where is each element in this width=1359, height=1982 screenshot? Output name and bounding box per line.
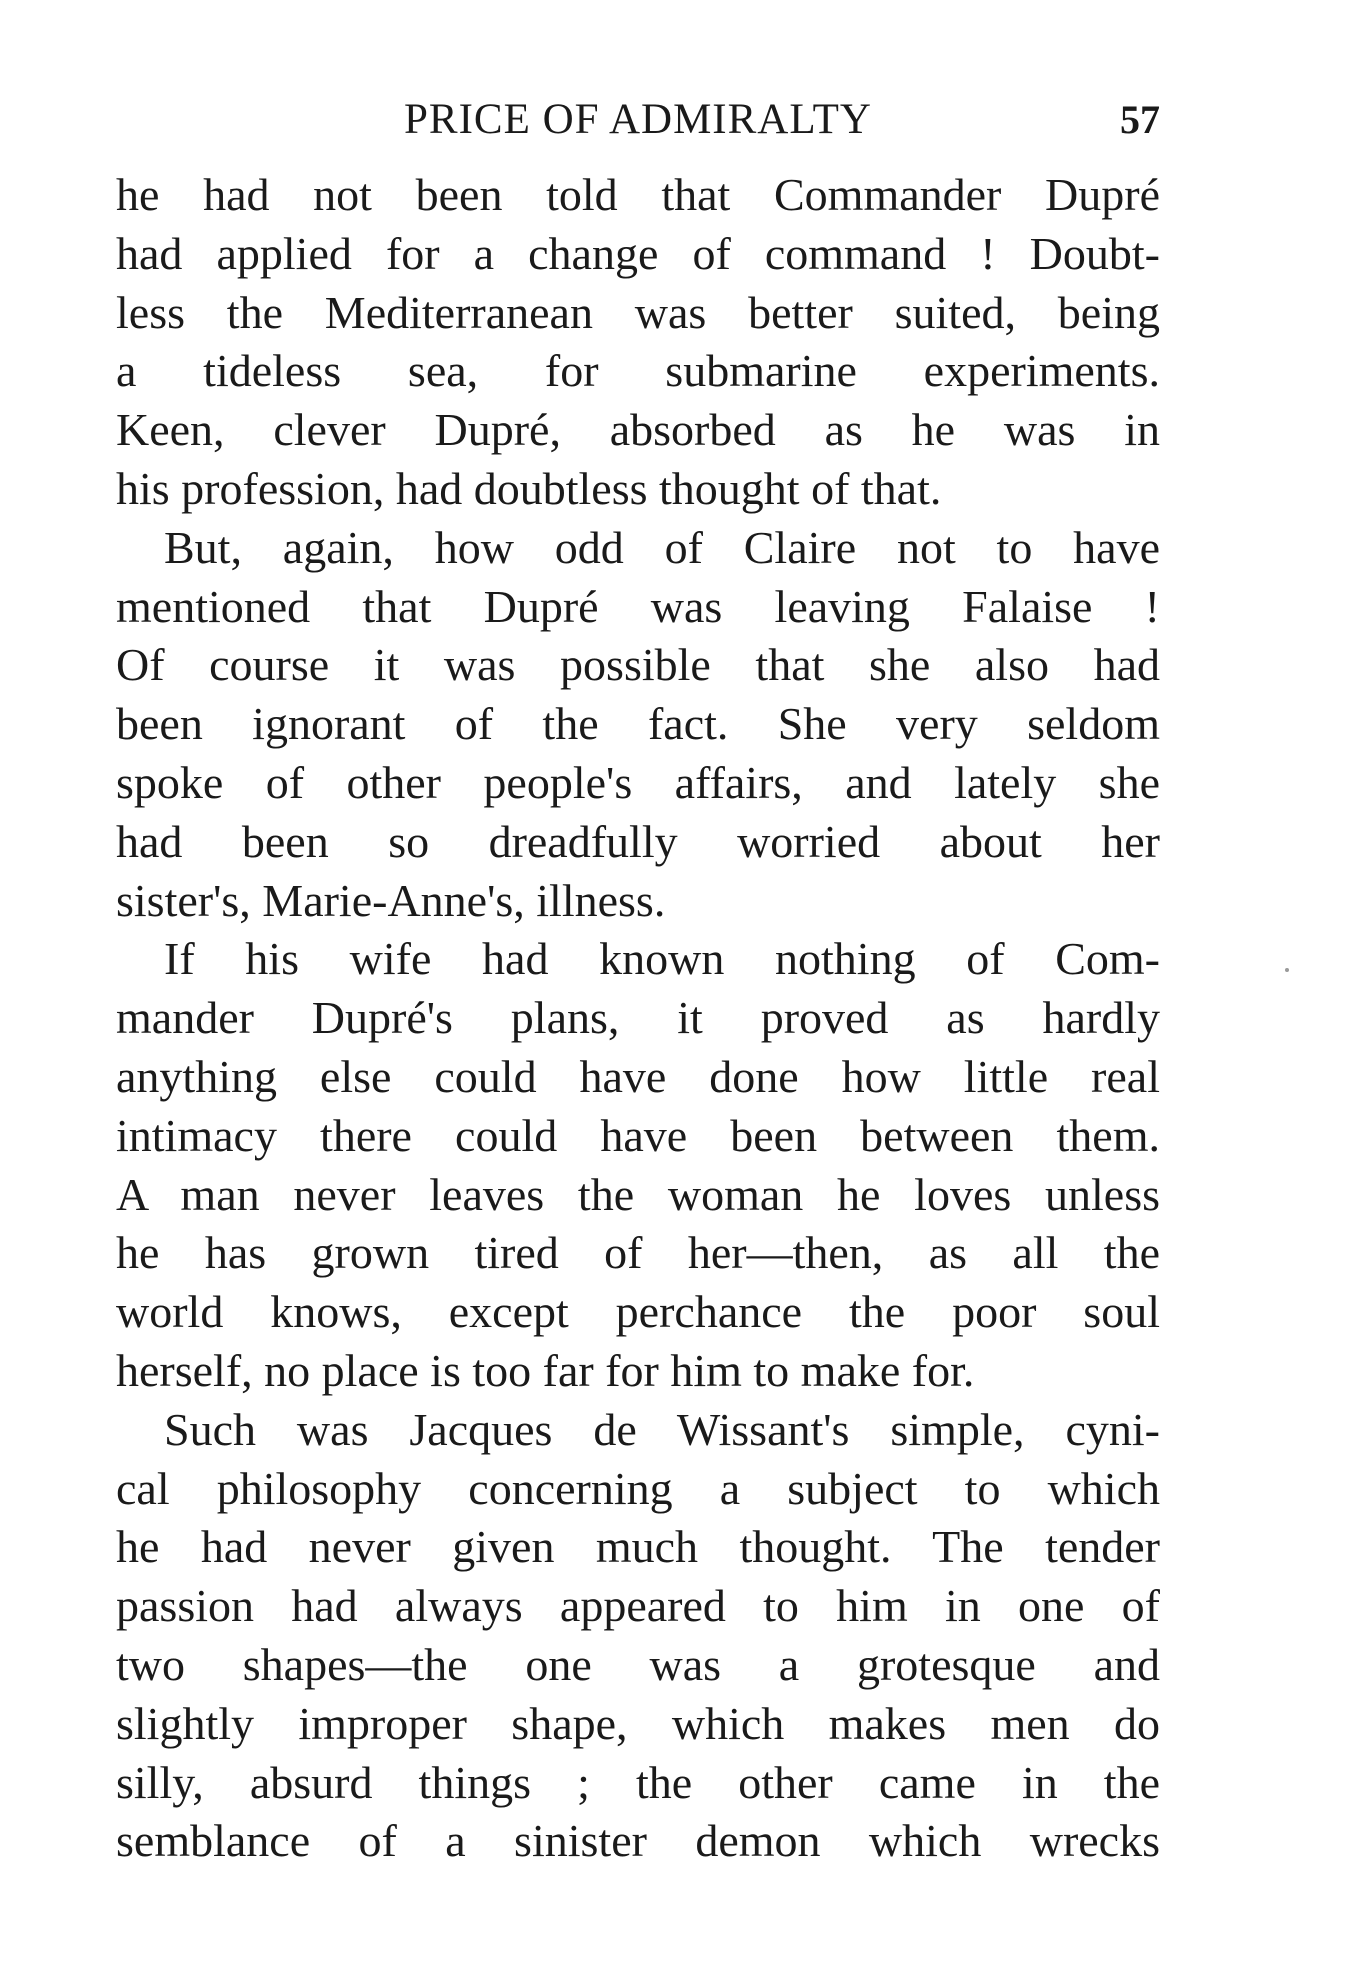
text-line: been ignorant of the fact. She very seldom [116, 698, 1160, 750]
text-line: Keen, clever Dupré, absorbed as he was in [116, 404, 1160, 456]
text-line: he had never given much thought. The tender [116, 1521, 1160, 1573]
running-title: PRICE OF ADMIRALTY [404, 96, 872, 143]
text-line: less the Mediterranean was better suited, being [116, 286, 1160, 338]
margin-speck [1285, 968, 1289, 972]
text-line: world knows, except perchance the poor soul [116, 1286, 1160, 1338]
page-number: 57 [1120, 97, 1160, 142]
text-line: silly, absurd things ; the other came in the [116, 1756, 1160, 1808]
text-line: he has grown tired of her—then, as all the [116, 1227, 1160, 1279]
paragraph-start-line: Such was Jacques de Wissant's simple, cyni- [164, 1403, 1160, 1455]
text-line: herself, no place is too far for him to make for. [116, 1344, 975, 1396]
text-line: had been so dreadfully worried about her [116, 815, 1160, 867]
text-line: mentioned that Dupré was leaving Falaise ! [116, 580, 1160, 632]
text-line: slightly improper shape, which makes men do [116, 1697, 1160, 1749]
paragraph-start-line: If his wife had known nothing of Com- [164, 933, 1160, 985]
text-line: he had not been told that Commander Dupré [116, 169, 1160, 220]
text-line: semblance of a sinister demon which wrecks [116, 1815, 1160, 1867]
text-line: passion had always appeared to him in one of [116, 1580, 1160, 1632]
text-line: his profession, had doubtless thought of that. [116, 462, 942, 514]
text-line: had applied for a change of command ! Doubt- [116, 227, 1160, 279]
text-line: a tideless sea, for submarine experiments. [116, 345, 1160, 397]
text-line: A man never leaves the woman he loves unless [116, 1168, 1160, 1220]
text-line: spoke of other people's affairs, and lately she [116, 756, 1160, 808]
text-line: Of course it was possible that she also had [116, 639, 1160, 691]
text-line: sister's, Marie-Anne's, illness. [116, 874, 666, 926]
body-text [116, 166, 1160, 1871]
text-line: intimacy there could have been between them. [116, 1109, 1160, 1161]
text-line: two shapes—the one was a grotesque and [116, 1638, 1160, 1690]
text-line: cal philosophy concerning a subject to which [116, 1462, 1160, 1514]
text-line: anything else could have done how little real [116, 1050, 1160, 1102]
text-line: mander Dupré's plans, it proved as hardly [116, 992, 1160, 1044]
paragraph-start-line: But, again, how odd of Claire not to have [164, 521, 1160, 573]
running-head [116, 92, 1160, 148]
